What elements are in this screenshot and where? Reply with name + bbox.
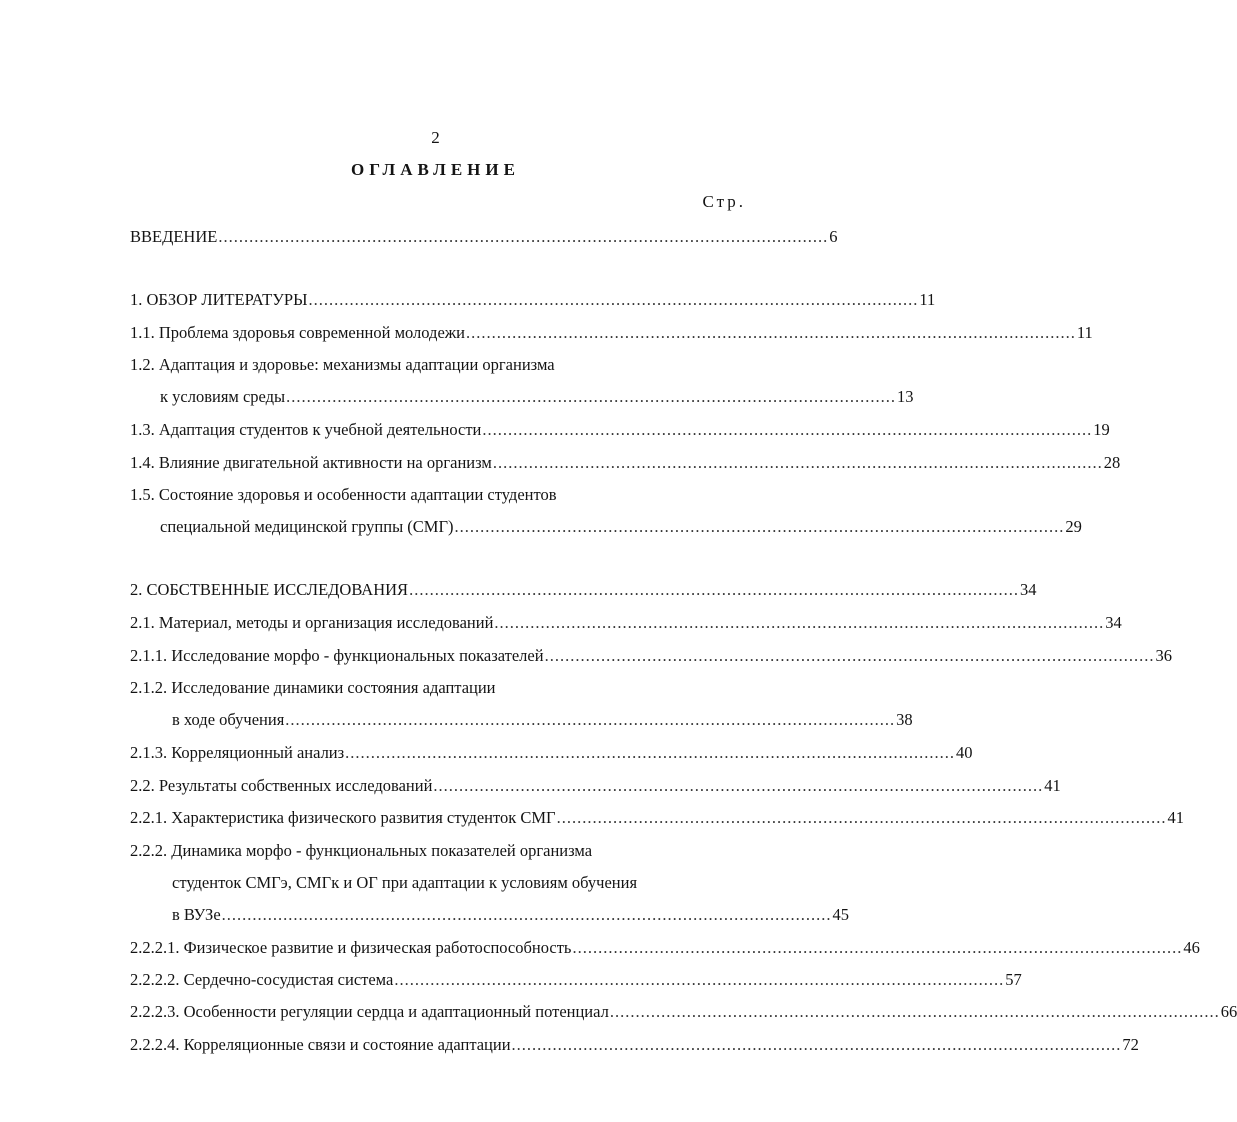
toc-entry-2-1-2[interactable] bbox=[172, 709, 913, 731]
toc-entry-1-4[interactable] bbox=[130, 452, 1121, 474]
toc-entry-2-1-3[interactable] bbox=[130, 742, 973, 764]
toc-entry-1-5-label-line1[interactable]: 1.5. Состояние здоровья и особенности адаптации студентов bbox=[130, 485, 557, 504]
toc-entry-page: 34 bbox=[1019, 580, 1037, 599]
leader-dots: ....................................................................................................................... bbox=[511, 1035, 1122, 1054]
toc-entry-2-2-2[interactable] bbox=[172, 904, 850, 926]
toc-entry-label: 2.2. Результаты собственных исследований bbox=[130, 776, 433, 795]
leader-dots: ....................................................................................................................... bbox=[609, 1002, 1220, 1021]
toc-entry-label: 1.3. Адаптация студентов к учебной деятельности bbox=[130, 420, 482, 439]
toc-entry-page: 13 bbox=[897, 387, 914, 406]
toc-entry-page: 66 bbox=[1220, 1002, 1237, 1021]
toc-entry-chapter-2[interactable] bbox=[130, 579, 1037, 601]
toc-entry-label: к условиям среды bbox=[160, 387, 286, 406]
toc-entry-2-2-2-1[interactable] bbox=[130, 937, 1200, 959]
toc-entry-page: 45 bbox=[832, 905, 850, 924]
toc-entry-1-2[interactable] bbox=[160, 386, 914, 408]
leader-dots: ....................................................................................................................... bbox=[285, 710, 896, 729]
leader-dots: ....................................................................................................................... bbox=[286, 387, 897, 406]
toc-entry-page: 41 bbox=[1167, 808, 1184, 827]
toc-entry-2-1-2-label-line1[interactable]: 2.1.2. Исследование динамики состояния адаптации bbox=[130, 678, 496, 697]
page-number: 2 bbox=[431, 128, 440, 147]
leader-dots: ....................................................................................................................... bbox=[218, 227, 829, 246]
toc-entry-2-2[interactable] bbox=[130, 775, 1061, 797]
leader-dots: ....................................................................................................................... bbox=[221, 905, 832, 924]
leader-dots: ....................................................................................................................... bbox=[454, 517, 1065, 536]
toc-entry-label: в ВУЗе bbox=[172, 905, 221, 924]
leader-dots: ....................................................................................................................... bbox=[492, 453, 1103, 472]
leader-dots: ....................................................................................................................... bbox=[482, 420, 1093, 439]
toc-entry-2-1-1[interactable] bbox=[130, 645, 1172, 667]
toc-entry-label: 2.1. Материал, методы и организация исследований bbox=[130, 613, 494, 632]
toc-entry-label: 2.1.1. Исследование морфо - функциональных показателей bbox=[130, 646, 544, 665]
leader-dots: ....................................................................................................................... bbox=[409, 580, 1019, 599]
toc-entry-2-2-2-3[interactable] bbox=[130, 1001, 1237, 1023]
toc-entry-label: 2.2.2.2. Сердечно-сосудистая система bbox=[130, 970, 394, 989]
toc-entry-page: 46 bbox=[1183, 938, 1200, 957]
toc-entry-page: 11 bbox=[919, 290, 936, 309]
leader-dots: ....................................................................................................................... bbox=[544, 646, 1155, 665]
toc-entry-label: специальной медицинской группы (СМГ) bbox=[160, 517, 454, 536]
leader-dots: ....................................................................................................................... bbox=[466, 323, 1076, 342]
toc-entry-1-5[interactable] bbox=[160, 516, 1082, 538]
toc-entry-page: 36 bbox=[1155, 646, 1172, 665]
leader-dots: ....................................................................................................................... bbox=[394, 970, 1005, 989]
toc-entry-chapter-1[interactable] bbox=[130, 289, 936, 311]
toc-entry-label: 1.4. Влияние двигательной активности на организм bbox=[130, 453, 492, 472]
toc-entry-page: 28 bbox=[1103, 453, 1121, 472]
toc-entry-page: 57 bbox=[1005, 970, 1022, 989]
toc-entry-label: 2.1.3. Корреляционный анализ bbox=[130, 743, 345, 762]
toc-entry-page: 29 bbox=[1065, 517, 1082, 536]
toc-entry-label: 1. ОБЗОР ЛИТЕРАТУРЫ bbox=[130, 290, 308, 309]
leader-dots: ....................................................................................................................... bbox=[345, 743, 956, 762]
toc-entry-1-2-label-line1[interactable]: 1.2. Адаптация и здоровье: механизмы адаптации организма bbox=[130, 355, 555, 374]
toc-entry-label: 2. СОБСТВЕННЫЕ ИССЛЕДОВАНИЯ bbox=[130, 580, 409, 599]
toc-entry-1-1[interactable] bbox=[130, 322, 1093, 344]
page-column-label: Стр. bbox=[702, 192, 746, 211]
toc-entry-page: 41 bbox=[1044, 776, 1061, 795]
toc-entry-label: в ходе обучения bbox=[172, 710, 285, 729]
leader-dots: ....................................................................................................................... bbox=[433, 776, 1044, 795]
toc-entry-2-2-2-label-line1[interactable]: 2.2.2. Динамика морфо - функциональных показателей организма bbox=[130, 841, 593, 860]
toc-entry-page: 34 bbox=[1105, 613, 1122, 632]
toc-entry-label: 2.2.1. Характеристика физического развития студенток СМГ bbox=[130, 808, 556, 827]
toc-entry-page: 38 bbox=[896, 710, 913, 729]
toc-entry-label: ВВЕДЕНИЕ bbox=[130, 227, 218, 246]
toc-entry-label: 2.2.2.1. Физическое развитие и физическая работоспособность bbox=[130, 938, 572, 957]
toc-entry-2-2-1[interactable] bbox=[130, 807, 1184, 829]
toc-entry-label: 1.1. Проблема здоровья современной молодежи bbox=[130, 323, 466, 342]
toc-entry-label: 2.2.2.3. Особенности регуляции сердца и адаптационный потенциал bbox=[130, 1002, 609, 1021]
leader-dots: ....................................................................................................................... bbox=[556, 808, 1167, 827]
toc-entry-page: 11 bbox=[1076, 323, 1093, 342]
toc-title: ОГЛАВЛЕНИЕ bbox=[351, 160, 520, 179]
toc-entry-page: 6 bbox=[829, 227, 838, 246]
toc-entry-page: 72 bbox=[1122, 1035, 1139, 1054]
toc-entry-page: 40 bbox=[956, 743, 973, 762]
toc-entry-1-3[interactable] bbox=[130, 419, 1110, 441]
toc-entry-2-1[interactable] bbox=[130, 612, 1122, 634]
toc-entry-2-2-2-2[interactable] bbox=[130, 969, 1022, 991]
toc-entry-introduction[interactable] bbox=[130, 226, 838, 248]
leader-dots: ....................................................................................................................... bbox=[308, 290, 919, 309]
toc-entry-2-2-2-4[interactable] bbox=[130, 1034, 1139, 1056]
leader-dots: ....................................................................................................................... bbox=[494, 613, 1105, 632]
toc-entry-page: 19 bbox=[1093, 420, 1110, 439]
leader-dots: ....................................................................................................................... bbox=[572, 938, 1183, 957]
toc-entry-label: 2.2.2.4. Корреляционные связи и состояние адаптации bbox=[130, 1035, 511, 1054]
toc-entry-2-2-2-label-line2[interactable]: студенток СМГэ, СМГк и ОГ при адаптации к условиям обучения bbox=[172, 873, 638, 892]
